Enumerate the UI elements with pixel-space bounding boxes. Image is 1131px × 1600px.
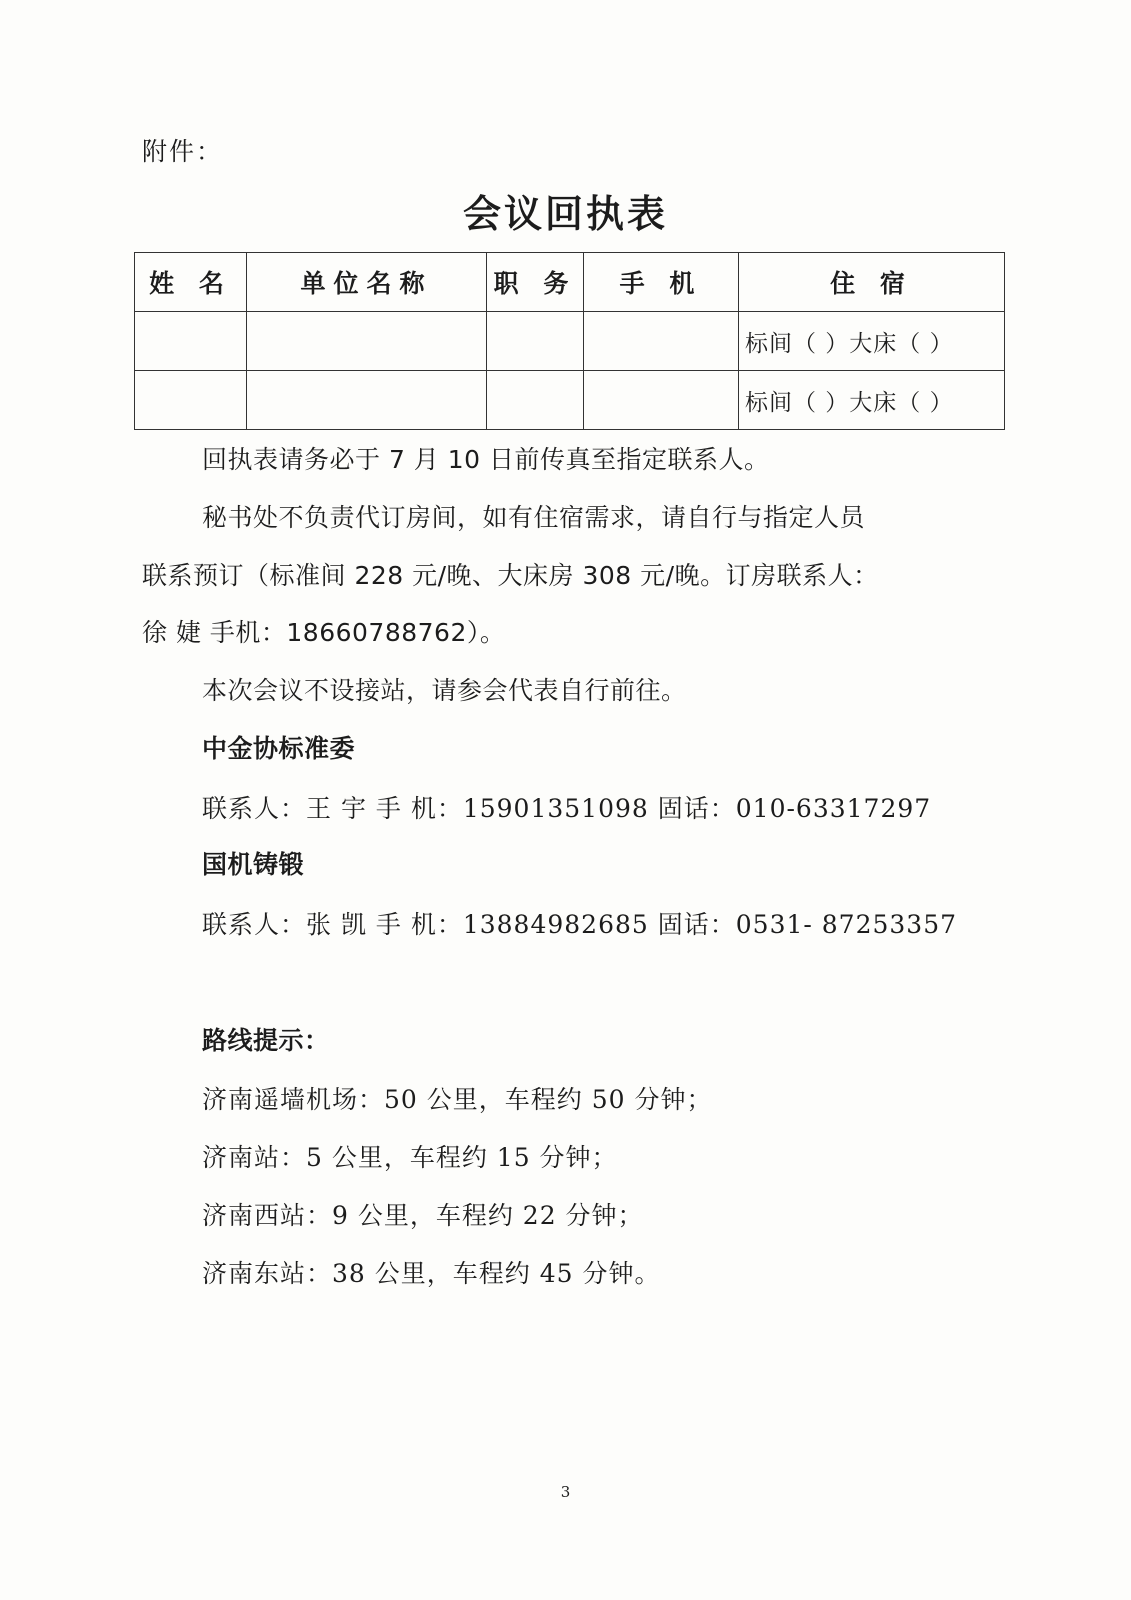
header-organization: 单位名称	[247, 253, 487, 312]
organization-cell[interactable]	[247, 312, 487, 371]
page-number: 3	[560, 1483, 571, 1501]
pickup-paragraph: 本次会议不设接站，请参会代表自行前往。	[202, 676, 687, 705]
contact-org: 国机铸锻	[202, 850, 305, 879]
header-position: 职 务	[487, 253, 584, 312]
contact-line: 联系人：张 凯 手 机：13884982685 固话：0531- 87253357	[202, 910, 958, 939]
attachment-label: 附件：	[142, 137, 224, 166]
name-cell[interactable]	[135, 371, 247, 430]
route-item: 济南西站：9 公里，车程约 22 分钟；	[202, 1201, 644, 1230]
header-name: 姓 名	[135, 253, 247, 312]
page-title: 会议回执表	[462, 192, 668, 236]
position-cell[interactable]	[487, 371, 584, 430]
lodging-cell[interactable]: 标间（ ）大床（ ）	[739, 371, 1005, 430]
table-row	[135, 371, 1005, 430]
lodging-cell[interactable]: 标间（ ）大床（ ）	[739, 312, 1005, 371]
table-header-row	[135, 253, 1005, 312]
route-item: 济南东站：38 公里，车程约 45 分钟。	[202, 1259, 661, 1288]
reply-form-table	[134, 252, 1005, 430]
mobile-cell[interactable]	[584, 312, 739, 371]
organization-cell[interactable]	[247, 371, 487, 430]
mobile-cell[interactable]	[584, 371, 739, 430]
position-cell[interactable]	[487, 312, 584, 371]
name-cell[interactable]	[135, 312, 247, 371]
route-item: 济南站：5 公里，车程约 15 分钟；	[202, 1143, 618, 1172]
header-lodging: 住 宿	[739, 253, 1005, 312]
header-mobile: 手 机	[584, 253, 739, 312]
booking-paragraph-line2: 联系预订（标准间 228 元/晚、大床房 308 元/晚。订房联系人：	[142, 561, 879, 590]
route-item: 济南遥墙机场：50 公里，车程约 50 分钟；	[202, 1085, 713, 1114]
contact-org: 中金协标准委	[202, 734, 356, 763]
table-row	[135, 312, 1005, 371]
route-heading: 路线提示：	[202, 1026, 330, 1055]
booking-paragraph-line1: 秘书处不负责代订房间，如有住宿需求，请自行与指定人员	[202, 503, 866, 532]
contact-line: 联系人：王 宇 手 机：15901351098 固话：010-63317297	[202, 794, 932, 823]
deadline-paragraph: 回执表请务必于 7 月 10 日前传真至指定联系人。	[202, 445, 770, 474]
booking-paragraph-line3: 徐 婕 手机：18660788762）。	[142, 618, 506, 647]
